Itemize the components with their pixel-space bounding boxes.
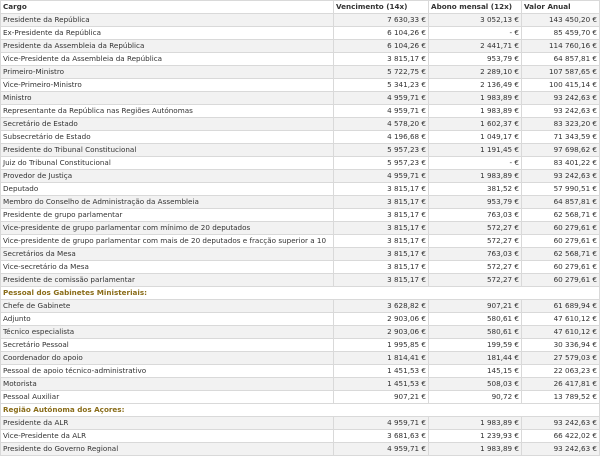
- cell-valor-anual: 71 343,59 €: [522, 131, 600, 144]
- cell-vencimento: 2 903,06 €: [334, 313, 429, 326]
- table-header-row: [1, 1, 600, 14]
- cell-abono: 1 049,17 €: [429, 131, 522, 144]
- table-row: [1, 157, 600, 170]
- cell-abono: 1 983,89 €: [429, 105, 522, 118]
- cell-abono: 2 289,10 €: [429, 66, 522, 79]
- cell-vencimento: 3 681,63 €: [334, 430, 429, 443]
- cell-vencimento: 3 815,17 €: [334, 248, 429, 261]
- cell-cargo: Vice-presidente de grupo parlamentar com mais de 20 deputados e fracção superior a 10: [1, 235, 334, 248]
- cell-vencimento: 4 959,71 €: [334, 443, 429, 456]
- table-row: [1, 222, 600, 235]
- cell-cargo: Presidente de grupo parlamentar: [1, 209, 334, 222]
- cell-vencimento: 5 722,75 €: [334, 66, 429, 79]
- cell-valor-anual: 64 857,81 €: [522, 53, 600, 66]
- cell-valor-anual: 107 587,65 €: [522, 66, 600, 79]
- cell-cargo: Coordenador do apoio: [1, 352, 334, 365]
- cell-abono: - €: [429, 27, 522, 40]
- cell-valor-anual: 83 323,20 €: [522, 118, 600, 131]
- table-row: [1, 66, 600, 79]
- cell-cargo: Presidente da Assembleia da República: [1, 40, 334, 53]
- cell-cargo: Vice-Presidente da Assembleia da República: [1, 53, 334, 66]
- cell-abono: 572,27 €: [429, 222, 522, 235]
- cell-cargo: Ex-Presidente da República: [1, 27, 334, 40]
- cell-valor-anual: 93 242,63 €: [522, 170, 600, 183]
- cell-cargo: Vice-Presidente da ALR: [1, 430, 334, 443]
- cell-valor-anual: 27 579,03 €: [522, 352, 600, 365]
- cell-abono: 1 239,93 €: [429, 430, 522, 443]
- cell-cargo: Representante da República nas Regiões Autónomas: [1, 105, 334, 118]
- cell-valor-anual: 22 063,23 €: [522, 365, 600, 378]
- header-valor-anual: Valor Anual: [522, 1, 600, 14]
- cell-cargo: Ministro: [1, 92, 334, 105]
- cell-cargo: Secretários da Mesa: [1, 248, 334, 261]
- table-row: [1, 183, 600, 196]
- cell-cargo: Presidente da ALR: [1, 417, 334, 430]
- cell-cargo: Membro do Conselho de Administração da Assembleia: [1, 196, 334, 209]
- cell-abono: 1 602,37 €: [429, 118, 522, 131]
- table-row: [1, 131, 600, 144]
- table-row: [1, 248, 600, 261]
- cell-cargo: Presidente do Tribunal Constitucional: [1, 144, 334, 157]
- cell-vencimento: 3 815,17 €: [334, 222, 429, 235]
- section-title: Pessoal dos Gabinetes Ministeriais:: [1, 287, 600, 300]
- cell-valor-anual: 30 336,94 €: [522, 339, 600, 352]
- cell-vencimento: 3 628,82 €: [334, 300, 429, 313]
- cell-valor-anual: 114 760,16 €: [522, 40, 600, 53]
- cell-abono: 199,59 €: [429, 339, 522, 352]
- cell-vencimento: 907,21 €: [334, 391, 429, 404]
- cell-valor-anual: 93 242,63 €: [522, 105, 600, 118]
- cell-valor-anual: 60 279,61 €: [522, 222, 600, 235]
- cell-vencimento: 5 341,23 €: [334, 79, 429, 92]
- cell-valor-anual: 47 610,12 €: [522, 313, 600, 326]
- cell-cargo: Motorista: [1, 378, 334, 391]
- table-row: [1, 40, 600, 53]
- cell-abono: 508,03 €: [429, 378, 522, 391]
- cell-vencimento: 7 630,33 €: [334, 14, 429, 27]
- table-row: [1, 53, 600, 66]
- table-row: [1, 274, 600, 287]
- cell-abono: 953,79 €: [429, 196, 522, 209]
- cell-abono: 1 983,89 €: [429, 417, 522, 430]
- cell-cargo: Secretário de Estado: [1, 118, 334, 131]
- cell-valor-anual: 62 568,71 €: [522, 209, 600, 222]
- table-row: [1, 326, 600, 339]
- table-row: [1, 105, 600, 118]
- cell-vencimento: 6 104,26 €: [334, 40, 429, 53]
- table-row: [1, 443, 600, 456]
- cell-valor-anual: 93 242,63 €: [522, 92, 600, 105]
- header-cargo: Cargo: [1, 1, 334, 14]
- cell-cargo: Presidente do Governo Regional: [1, 443, 334, 456]
- cell-abono: 763,03 €: [429, 248, 522, 261]
- cell-vencimento: 3 815,17 €: [334, 209, 429, 222]
- table-row: [1, 79, 600, 92]
- cell-valor-anual: 97 698,62 €: [522, 144, 600, 157]
- cell-cargo: Secretário Pessoal: [1, 339, 334, 352]
- cell-cargo: Deputado: [1, 183, 334, 196]
- table-row: [1, 339, 600, 352]
- cell-abono: 572,27 €: [429, 274, 522, 287]
- cell-valor-anual: 47 610,12 €: [522, 326, 600, 339]
- table-body: [1, 14, 600, 456]
- cell-abono: 2 441,71 €: [429, 40, 522, 53]
- cell-cargo: Vice-Primeiro-Ministro: [1, 79, 334, 92]
- cell-abono: 907,21 €: [429, 300, 522, 313]
- cell-valor-anual: 93 242,63 €: [522, 417, 600, 430]
- table-row: [1, 209, 600, 222]
- cell-abono: 381,52 €: [429, 183, 522, 196]
- cell-vencimento: 3 815,17 €: [334, 183, 429, 196]
- cell-vencimento: 4 959,71 €: [334, 92, 429, 105]
- section-title: Região Autónoma dos Açores:: [1, 404, 600, 417]
- cell-vencimento: 4 578,20 €: [334, 118, 429, 131]
- header-abono: Abono mensal (12x): [429, 1, 522, 14]
- table-row: [1, 378, 600, 391]
- cell-vencimento: 3 815,17 €: [334, 261, 429, 274]
- cell-cargo: Subsecretário de Estado: [1, 131, 334, 144]
- cell-abono: 3 052,13 €: [429, 14, 522, 27]
- cell-vencimento: 6 104,26 €: [334, 27, 429, 40]
- cell-abono: 90,72 €: [429, 391, 522, 404]
- cell-valor-anual: 57 990,51 €: [522, 183, 600, 196]
- cell-valor-anual: 61 689,94 €: [522, 300, 600, 313]
- cell-cargo: Primeiro-Ministro: [1, 66, 334, 79]
- cell-abono: 1 191,45 €: [429, 144, 522, 157]
- cell-cargo: Juiz do Tribunal Constitucional: [1, 157, 334, 170]
- cell-abono: 580,61 €: [429, 313, 522, 326]
- cell-cargo: Presidente da República: [1, 14, 334, 27]
- cell-vencimento: 3 815,17 €: [334, 53, 429, 66]
- cell-abono: 145,15 €: [429, 365, 522, 378]
- table-row: [1, 417, 600, 430]
- cell-vencimento: 3 815,17 €: [334, 235, 429, 248]
- header-vencimento: Vencimento (14x): [334, 1, 429, 14]
- cell-valor-anual: 85 459,70 €: [522, 27, 600, 40]
- table-row: [1, 92, 600, 105]
- cell-vencimento: 5 957,23 €: [334, 144, 429, 157]
- cell-cargo: Adjunto: [1, 313, 334, 326]
- cell-abono: 953,79 €: [429, 53, 522, 66]
- cell-abono: 2 136,49 €: [429, 79, 522, 92]
- cell-abono: 572,27 €: [429, 261, 522, 274]
- table-row: [1, 313, 600, 326]
- cell-abono: 1 983,89 €: [429, 92, 522, 105]
- cell-vencimento: 4 196,68 €: [334, 131, 429, 144]
- table-row: [1, 352, 600, 365]
- cell-valor-anual: 26 417,81 €: [522, 378, 600, 391]
- cell-vencimento: 2 903,06 €: [334, 326, 429, 339]
- cell-valor-anual: 100 415,14 €: [522, 79, 600, 92]
- cell-vencimento: 3 815,17 €: [334, 196, 429, 209]
- section-header-row: [1, 287, 600, 300]
- cell-vencimento: 1 451,53 €: [334, 378, 429, 391]
- cell-cargo: Técnico especialista: [1, 326, 334, 339]
- cell-vencimento: 1 995,85 €: [334, 339, 429, 352]
- table-row: [1, 261, 600, 274]
- cell-valor-anual: 93 242,63 €: [522, 443, 600, 456]
- cell-vencimento: 4 959,71 €: [334, 417, 429, 430]
- table-row: [1, 430, 600, 443]
- cell-vencimento: 4 959,71 €: [334, 170, 429, 183]
- table-row: [1, 235, 600, 248]
- cell-abono: 572,27 €: [429, 235, 522, 248]
- cell-vencimento: 1 814,41 €: [334, 352, 429, 365]
- table-row: [1, 27, 600, 40]
- cell-valor-anual: 66 422,02 €: [522, 430, 600, 443]
- cell-valor-anual: 60 279,61 €: [522, 235, 600, 248]
- cell-valor-anual: 83 401,22 €: [522, 157, 600, 170]
- table-row: [1, 196, 600, 209]
- table-row: [1, 118, 600, 131]
- cell-valor-anual: 143 450,20 €: [522, 14, 600, 27]
- cell-vencimento: 4 959,71 €: [334, 105, 429, 118]
- cell-vencimento: 1 451,53 €: [334, 365, 429, 378]
- cell-cargo: Vice-presidente de grupo parlamentar com mínimo de 20 deputados: [1, 222, 334, 235]
- cell-cargo: Vice-secretário da Mesa: [1, 261, 334, 274]
- cell-cargo: Chefe de Gabinete: [1, 300, 334, 313]
- cell-valor-anual: 13 789,52 €: [522, 391, 600, 404]
- table-row: [1, 391, 600, 404]
- section-header-row: [1, 404, 600, 417]
- cell-cargo: Pessoal de apoio técnico-administrativo: [1, 365, 334, 378]
- cell-abono: 181,44 €: [429, 352, 522, 365]
- table-row: [1, 170, 600, 183]
- cell-abono: 1 983,89 €: [429, 170, 522, 183]
- cell-abono: 763,03 €: [429, 209, 522, 222]
- table-row: [1, 300, 600, 313]
- cell-abono: 1 983,89 €: [429, 443, 522, 456]
- cell-cargo: Provedor de Justiça: [1, 170, 334, 183]
- table-row: [1, 365, 600, 378]
- cell-vencimento: 5 957,23 €: [334, 157, 429, 170]
- table-row: [1, 14, 600, 27]
- cell-valor-anual: 62 568,71 €: [522, 248, 600, 261]
- cell-vencimento: 3 815,17 €: [334, 274, 429, 287]
- cell-cargo: Presidente de comissão parlamentar: [1, 274, 334, 287]
- cell-valor-anual: 60 279,61 €: [522, 261, 600, 274]
- cell-valor-anual: 60 279,61 €: [522, 274, 600, 287]
- cell-valor-anual: 64 857,81 €: [522, 196, 600, 209]
- cell-cargo: Pessoal Auxiliar: [1, 391, 334, 404]
- cell-abono: - €: [429, 157, 522, 170]
- cell-abono: 580,61 €: [429, 326, 522, 339]
- table-row: [1, 144, 600, 157]
